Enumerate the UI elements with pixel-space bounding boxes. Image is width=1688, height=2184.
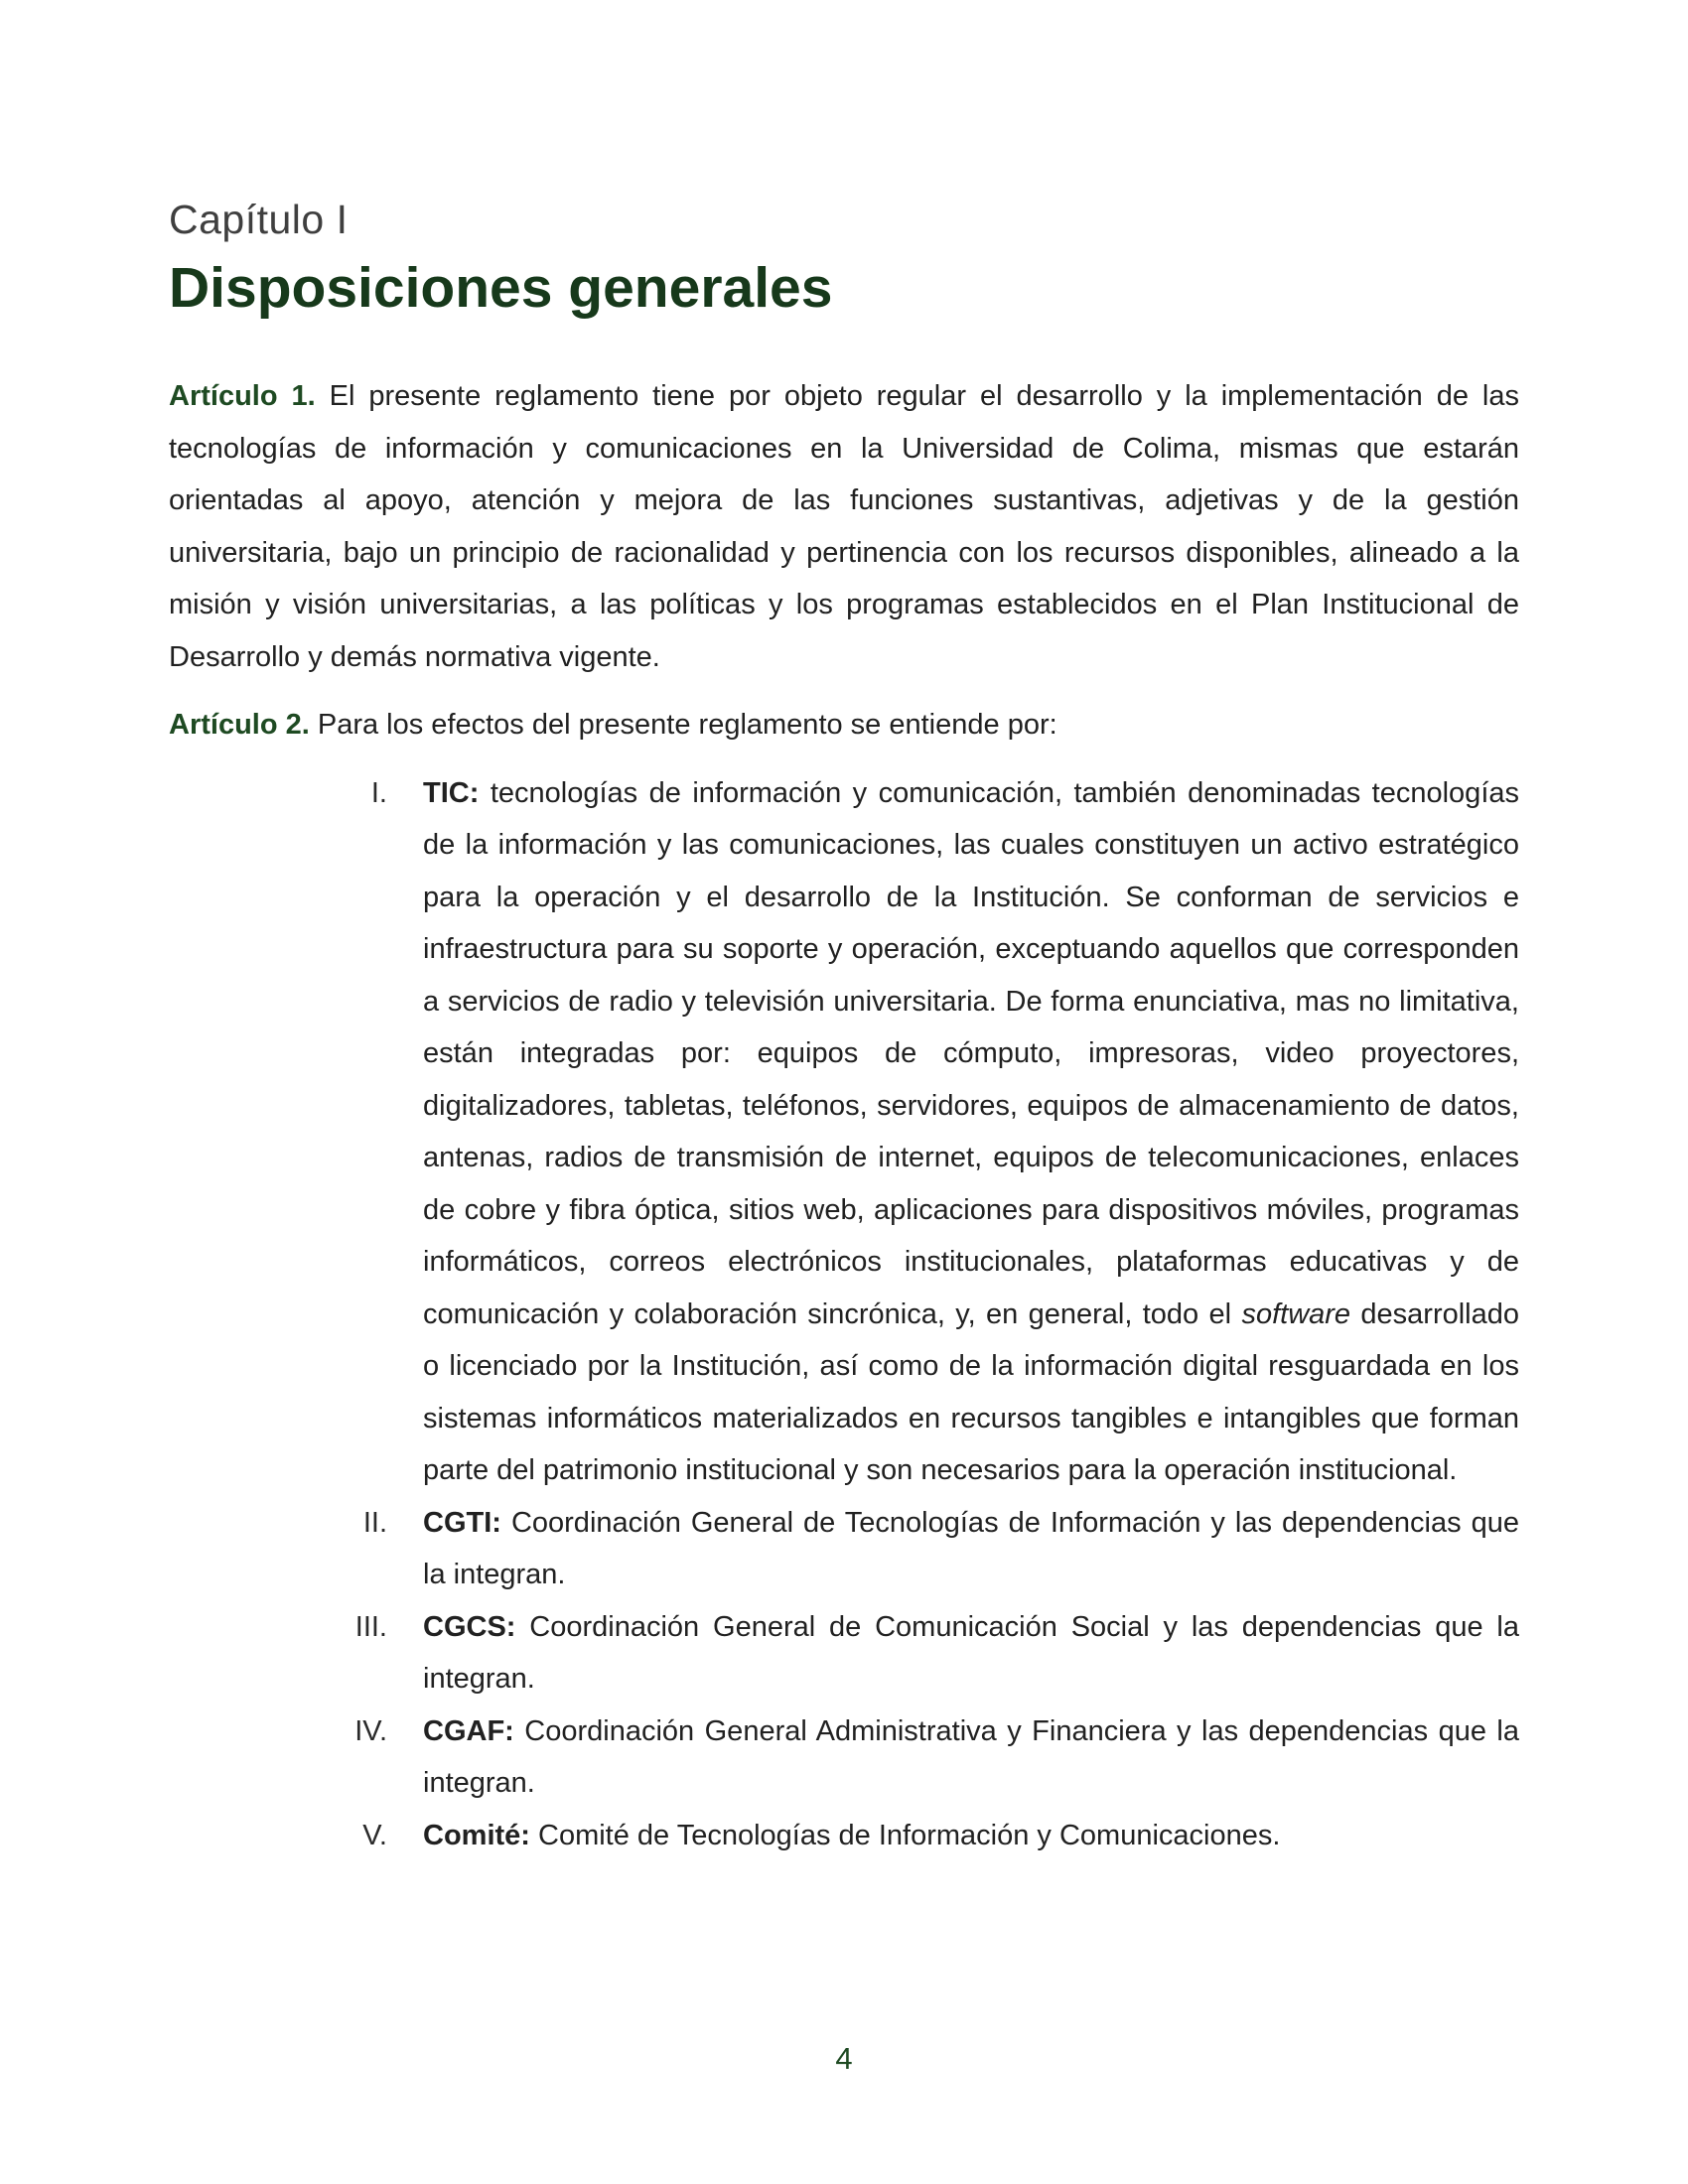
definition-numeral: I. bbox=[370, 776, 387, 809]
definition-term: TIC: bbox=[423, 776, 480, 809]
definition-numeral: II. bbox=[362, 1506, 387, 1539]
definition-text: Coordinación General Administrativa y Financiera y las dependencias que la integran. bbox=[423, 1714, 1519, 1799]
definition-text: Comité de Tecnologías de Información y Comunicaciones. bbox=[529, 1819, 1281, 1851]
definition-text-italic: software bbox=[1241, 1297, 1351, 1330]
definition-item-cgaf bbox=[169, 1706, 1519, 1810]
article-2-text: Para los efectos del presente reglamento se entiende por: bbox=[309, 709, 1057, 741]
article-1-text: El presente reglamento tiene por objeto regular el desarrollo y la implementación de las tecnologías de información y comunicaciones en la Universidad de Colima, mismas que estarán orientadas al apoyo, atención y mejora de las funciones sustantivas, adjetivas y de la gestión universitaria, bajo un principio de racionalidad y pertinencia con los recursos disponibles, alineado a la misión y visión universitarias, a las políticas y los programas establecidos en el Plan Institucional de Desarrollo y demás normativa vigente. bbox=[169, 380, 1519, 673]
definition-text: Coordinación General de Tecnologías de Información y las dependencias que la integran. bbox=[423, 1506, 1519, 1590]
definition-term: CGAF: bbox=[423, 1714, 514, 1747]
definition-numeral: IV. bbox=[354, 1714, 387, 1747]
definition-item-cgcs bbox=[169, 1601, 1519, 1706]
definitions-list bbox=[169, 767, 1519, 1862]
article-2-label: Artículo 2. bbox=[169, 709, 310, 741]
definition-term: CGCS: bbox=[423, 1610, 516, 1643]
page-title: Disposiciones generales bbox=[169, 256, 833, 320]
article-1-label: Artículo 1. bbox=[169, 380, 316, 412]
chapter-label: Capítulo I bbox=[169, 197, 349, 242]
definition-term: CGTI: bbox=[423, 1506, 501, 1539]
article-2-paragraph bbox=[169, 699, 1519, 751]
definition-text: tecnologías de información y comunicación, también denominadas tecnologías de la información y las comunicaciones, las cuales constituyen un activo estratégico para la operación y el desarrollo de la Institución. Se conforman de servicios e infraestructura para su soporte y operación, exceptuando aquellos que corresponden a servicios de radio y televisión universitaria. De forma enunciativa, mas no limitativa, están integradas por: equipos de cómputo, impresoras, video proyectores, digitalizadores, tabletas, teléfonos, servidores, equipos de almacenamiento de datos, antenas, radios de transmisión de internet, equipos de telecomunicaciones, enlaces de cobre y fibra óptica, sitios web, aplicaciones para dispositivos móviles, programas informáticos, correos electrónicos institucionales, plataformas educativas y de comunicación y colaboración sincrónica, y, en general, todo el bbox=[423, 776, 1519, 1330]
definition-text: Coordinación General de Comunicación Social y las dependencias que la integran. bbox=[423, 1610, 1519, 1695]
definition-item-comite bbox=[169, 1810, 1519, 1862]
definition-item-tic bbox=[169, 767, 1519, 1497]
article-1-paragraph bbox=[169, 370, 1519, 683]
definition-item-cgti bbox=[169, 1497, 1519, 1601]
page-number: 4 bbox=[835, 2041, 853, 2076]
definition-term: Comité: bbox=[423, 1819, 530, 1851]
definition-text: desarrollado o licenciado por la Institución, así como de la información digital resguardada en los sistemas informáticos materializados en recursos tangibles e intangibles que forman parte del patrimonio institucional y son necesarios para la operación institucional. bbox=[423, 1297, 1520, 1486]
definition-numeral: V. bbox=[362, 1819, 387, 1851]
definition-numeral: III. bbox=[354, 1610, 387, 1643]
